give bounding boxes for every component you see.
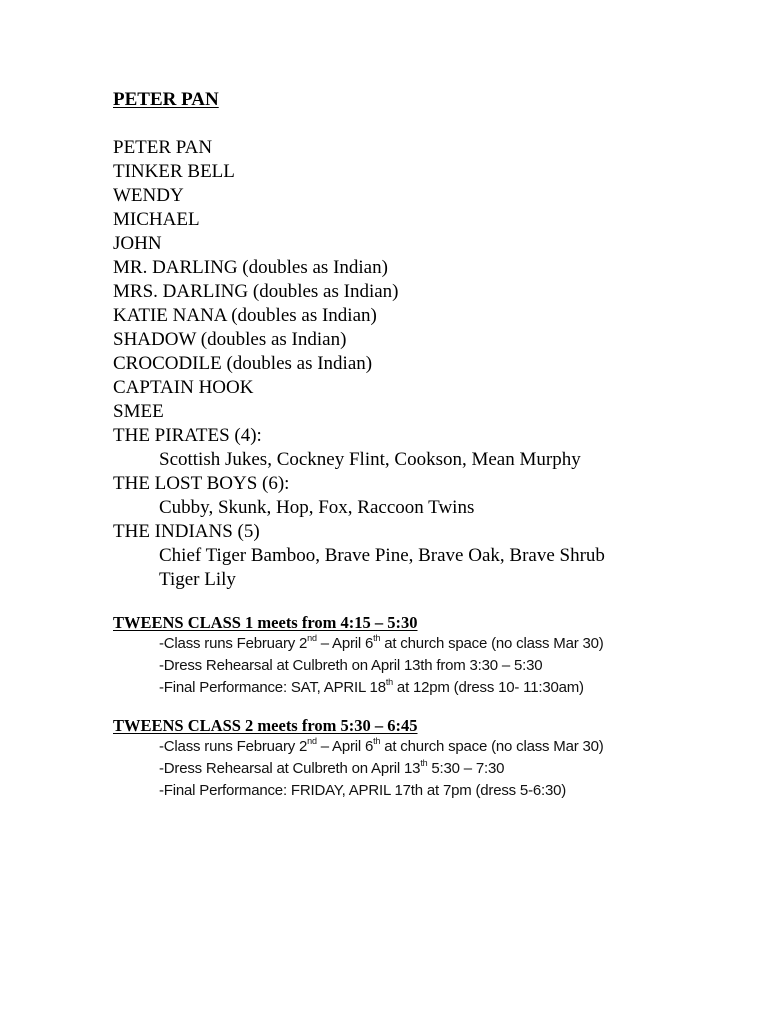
cast-role: SMEE	[113, 401, 164, 422]
class-detail-line	[113, 677, 733, 699]
detail-text: -Dress Rehearsal at Culbreth on April 13th from 3:30 – 5:30	[159, 657, 543, 674]
class-detail-line	[113, 655, 733, 677]
cast-role: MRS. DARLING (doubles as Indian)	[113, 281, 399, 302]
class-1-details	[113, 633, 733, 699]
ordinal-suffix: th	[385, 677, 393, 687]
cast-member-detail: Chief Tiger Bamboo, Brave Pine, Brave Oak, Brave Shrub	[159, 545, 605, 566]
cast-role: MR. DARLING (doubles as Indian)	[113, 257, 388, 278]
cast-role: CROCODILE (doubles as Indian)	[113, 353, 373, 374]
cast-role: MICHAEL	[113, 209, 200, 230]
detail-text: – April 6	[316, 738, 374, 755]
ordinal-suffix: th	[373, 633, 381, 643]
cast-role: KATIE NANA (doubles as Indian)	[113, 305, 377, 326]
ordinal-suffix: th	[373, 736, 381, 746]
detail-text: -Final Performance: SAT, APRIL 18	[159, 679, 386, 696]
detail-text: at 12pm (dress 10- 11:30am)	[392, 679, 584, 696]
ordinal-suffix: th	[420, 758, 428, 768]
cast-role: PETER PAN	[113, 137, 213, 158]
class-1-heading: TWEENS CLASS 1 meets from 4:15 – 5:30	[113, 613, 418, 632]
class-detail-line	[113, 758, 733, 780]
detail-text: – April 6	[316, 635, 374, 652]
cast-list	[113, 136, 605, 592]
detail-text: at church space (no class Mar 30)	[380, 738, 604, 755]
document-title: PETER PAN	[113, 89, 219, 110]
cast-member-detail: Cubby, Skunk, Hop, Fox, Raccoon Twins	[159, 497, 475, 518]
class-detail-line	[113, 633, 733, 655]
detail-text: -Dress Rehearsal at Culbreth on April 13	[159, 760, 421, 777]
cast-role: TINKER BELL	[113, 161, 235, 182]
cast-role: WENDY	[113, 185, 184, 206]
class-detail-line	[113, 780, 733, 802]
class-detail-line	[113, 736, 733, 758]
detail-text: -Class runs February 2	[159, 738, 308, 755]
cast-member-detail: Tiger Lily	[159, 569, 236, 590]
cast-role: THE LOST BOYS (6):	[113, 473, 290, 494]
cast-role: THE INDIANS (5)	[113, 521, 260, 542]
detail-text: at church space (no class Mar 30)	[380, 635, 604, 652]
cast-role: CAPTAIN HOOK	[113, 377, 254, 398]
detail-text: -Class runs February 2	[159, 635, 308, 652]
ordinal-suffix: nd	[307, 633, 317, 643]
detail-text: 5:30 – 7:30	[427, 760, 505, 777]
cast-role: THE PIRATES (4):	[113, 425, 262, 446]
cast-role: JOHN	[113, 233, 162, 254]
ordinal-suffix: nd	[307, 736, 317, 746]
cast-member-detail: Scottish Jukes, Cockney Flint, Cookson, Mean Murphy	[159, 449, 581, 470]
class-2-details	[113, 736, 733, 802]
cast-role: SHADOW (doubles as Indian)	[113, 329, 347, 350]
detail-text: -Final Performance: FRIDAY, APRIL 17th at 7pm (dress 5-6:30)	[159, 782, 567, 799]
class-2-section	[113, 716, 733, 802]
class-2-heading: TWEENS CLASS 2 meets from 5:30 – 6:45	[113, 716, 418, 735]
class-1-section	[113, 613, 733, 699]
